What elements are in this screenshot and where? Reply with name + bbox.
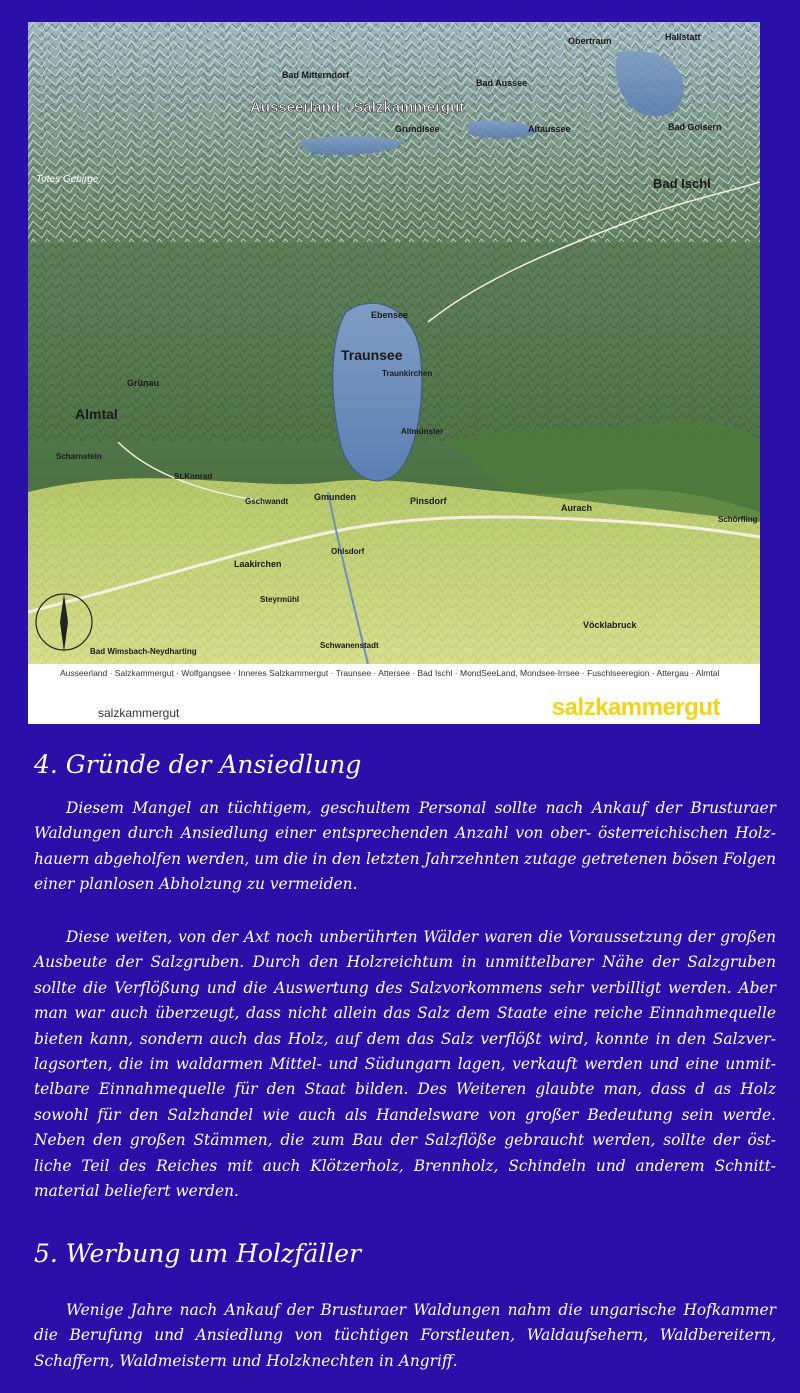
salzkammergut-map — [28, 22, 760, 724]
label-ebensee: Ebensee — [371, 310, 409, 320]
label-altmuenster: Altmünster — [401, 427, 444, 436]
label-scharnstein: Scharnstein — [56, 452, 102, 461]
label-bad-mitterndorf: Bad Mitterndorf — [282, 70, 349, 80]
label-bad-wimsbach: Bad Wimsbach-Neydharting — [90, 647, 197, 656]
label-bad-aussee: Bad Aussee — [476, 78, 528, 88]
section4-paragraph-1: Diesem Mangel an tüchtigem, geschultem Personal sollte nach Ankauf der Brusturaer Waldungen durch Ansiedlung einer entsprechenden Anzahl von ober- österreichischen Holz- hauern abgeholfen werden, um die in den letzten Jahrzehnten zutage getretenen bösen Folgen einer planlosen Abholzung zu vermeiden. — [34, 799, 776, 894]
label-laakirchen: Laakirchen — [234, 559, 282, 569]
label-altaussee: Altaussee — [528, 124, 571, 134]
panorama-map-image — [28, 22, 760, 664]
label-gmunden: Gmunden — [314, 492, 356, 502]
section5-paragraph-1: Wenige Jahre nach Ankauf der Brusturaer Waldungen nahm die ungarische Hofkammer die Berufung und Ansiedlung von tüchtigen Forstleuten, Waldaufsehern, Waldbereitern, Schaffern, Waldmeistern und Holzknechten in Angriff. — [34, 1301, 776, 1370]
label-totes-gebirge: Totes Gebirge — [36, 174, 99, 185]
label-grundlsee: Grundlsee — [395, 124, 440, 134]
section4-paragraph-2: Diese weiten, von der Axt noch unberührten Wälder waren die Voraussetzung der großen Ausbeute der Salzgruben. Durch den Holzreichtum in unmittelbarer Nähe der Salzgruben sollte die Verflößung und die Auswertung des Salzvorkommens sehr verbilligt werden. Aber man war auch überzeugt, dass nicht allein das Salz dem Staate eine reiche Einnahmequelle bieten kann, sondern auch das Holz, auf dem das Salz verflößt wird, konnte in den Salzver- lagsorten, die im waldarmen Mittel- und Südungarn lagen, verkauft werden und eine unmit- telbare Einnahmequelle für den Staat bilden. Des Weiteren glaubte man, dass d as Holz sowohl für den Salzhandel wie auch als Handelsware von großer Bedeutung sein werde. Neben den großen Stämmen, die zum Bau der Salzflöße gebraucht werden, sollte der öst- liche Teil des Reiches mit auch Klötzerholz, Brennholz, Schindeln und anderem Schnitt- material beliefert werden. — [34, 928, 776, 1201]
label-gschwandt: Gschwandt — [245, 497, 289, 506]
label-pinsdorf: Pinsdorf — [410, 496, 447, 506]
label-traunsee: Traunsee — [341, 347, 403, 363]
map-ribbon — [28, 664, 760, 724]
label-traunkirchen: Traunkirchen — [382, 369, 433, 378]
label-ausseerland: Ausseerland - Salzkammergut — [250, 99, 465, 116]
label-schwanenstadt: Schwanenstadt — [320, 641, 379, 650]
label-almtal: Almtal — [75, 406, 118, 422]
label-hallstatt: Hallstatt — [665, 32, 701, 42]
brand-right-logo: salzkammergut — [551, 694, 720, 721]
label-st-konrad: St.Konrad — [174, 472, 213, 481]
label-voecklabruck: Vöcklabruck — [583, 620, 637, 630]
ribbon-text: Ausseerland · Salzkammergut · Wolfgangsee · Inneres Salzkammergut · Traunsee · Attersee · Bad Ischl · MondSeeLand, Mondsee-Irrsee · Fuschlseeregion · Attergau · Almtal — [60, 668, 720, 678]
label-aurach: Aurach — [561, 503, 593, 513]
label-bad-goisern: Bad Goisern — [668, 122, 722, 132]
section5-heading: 5. Werbung um Holzfäller — [34, 1239, 362, 1268]
label-gruenau: Grünau — [127, 378, 160, 388]
brand-left: salzkammergut — [98, 706, 180, 720]
label-steyrermuehl: Steyrmühl — [260, 595, 300, 604]
label-bad-ischl: Bad Ischl — [653, 176, 711, 191]
label-schoerfling: Schörfling — [718, 515, 758, 524]
section4-heading: 4. Gründe der Ansiedlung — [34, 750, 362, 779]
label-obertraun: Obertraun — [568, 36, 612, 46]
label-ohlsdorf: Ohlsdorf — [331, 547, 365, 556]
